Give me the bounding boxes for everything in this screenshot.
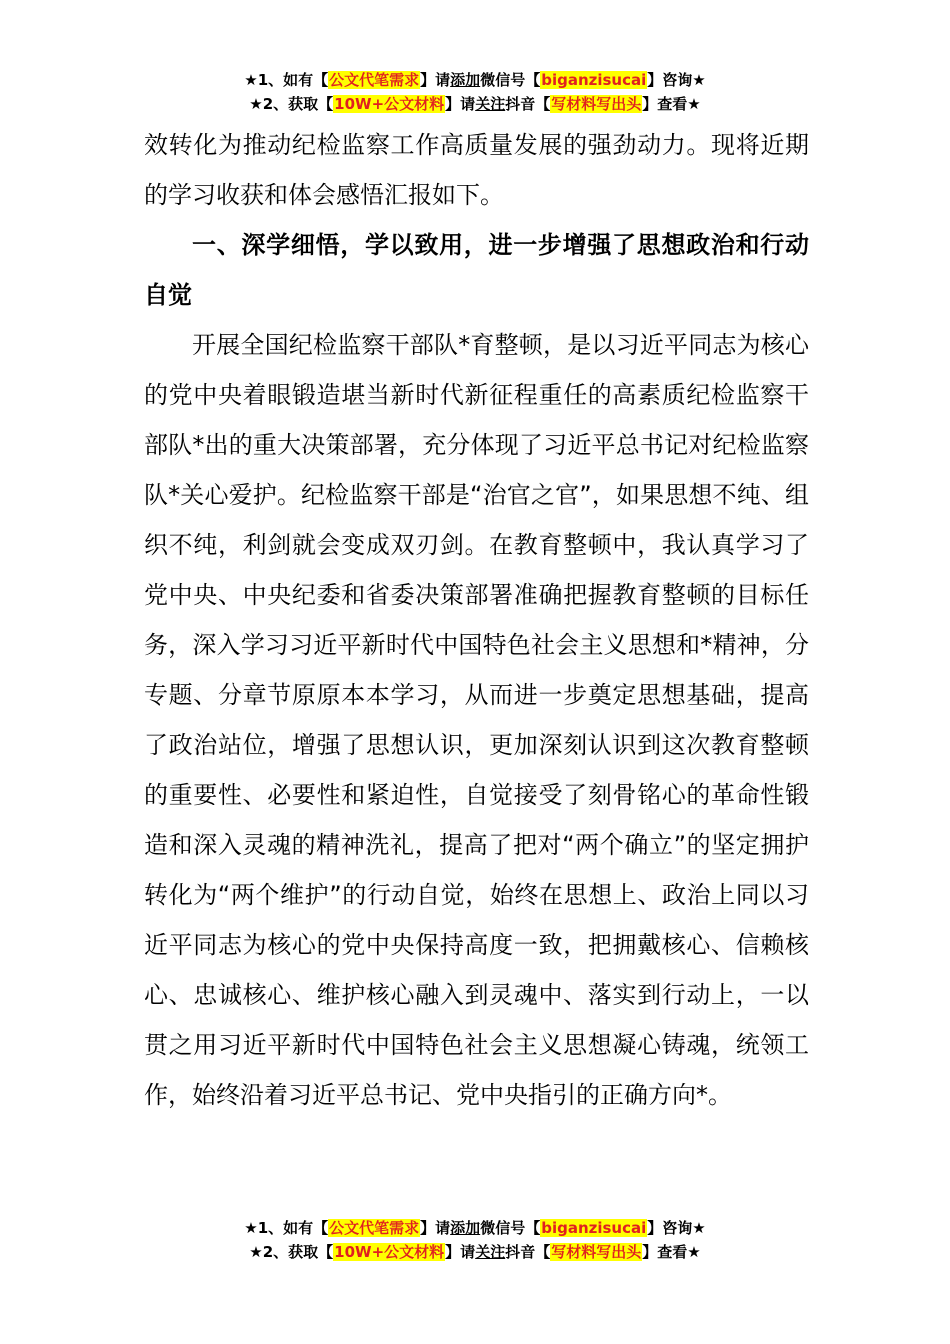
banner-text: 】查看 (642, 1243, 688, 1261)
star-icon: ★ (687, 95, 701, 113)
highlight-wechat-id: biganzisucai (541, 1219, 647, 1237)
star-icon: ★ (687, 1243, 701, 1261)
highlight-douyin: 写材料写出头 (551, 1243, 642, 1261)
highlight-wechat-id: biganzisucai (541, 71, 647, 89)
banner-text: 抖音【 (505, 1243, 551, 1261)
banner-line-2 (0, 1240, 950, 1264)
star-icon: ★ (244, 71, 258, 89)
banner-line-2 (0, 92, 950, 116)
banner-text: 抖音【 (505, 95, 551, 113)
star-icon: ★ (249, 1243, 263, 1261)
banner-emphasis: 添加 (450, 1219, 481, 1237)
section-heading: 一、深学细悟，学以致用，进一步增强了思想政治和行动自觉 (144, 231, 809, 309)
banner-text: 】请 (420, 1219, 451, 1237)
banner-text: 】请 (420, 71, 451, 89)
highlight-service: 公文代笔需求 (329, 71, 420, 89)
highlight-douyin: 写材料写出头 (551, 95, 642, 113)
star-icon: ★ (244, 1219, 258, 1237)
star-icon: ★ (692, 1219, 706, 1237)
banner-text: 】咨询 (647, 1219, 693, 1237)
star-icon: ★ (249, 95, 263, 113)
banner-text: 1、如有【 (257, 71, 329, 89)
banner-text: 】请 (445, 95, 476, 113)
banner-text: 】咨询 (647, 71, 693, 89)
banner-text: 微信号【 (480, 71, 541, 89)
highlight-materials: 10W+公文材料 (334, 95, 445, 113)
banner-text: 】请 (445, 1243, 476, 1261)
banner-emphasis: 关注 (475, 1243, 506, 1261)
paragraph-continuation: 效转化为推动纪检监察工作高质量发展的强劲动力。现将近期的学习收获和体会感悟汇报如下。 (144, 131, 809, 209)
banner-emphasis: 关注 (475, 95, 506, 113)
banner-text: 2、获取【 (262, 1243, 334, 1261)
footer-banner (0, 1216, 950, 1264)
banner-text: 】查看 (642, 95, 688, 113)
header-banner (0, 68, 950, 116)
highlight-service: 公文代笔需求 (329, 1219, 420, 1237)
banner-line-1 (0, 1216, 950, 1240)
document-body (144, 120, 809, 1120)
paragraph: 开展全国纪检监察干部队*育整顿，是以习近平同志为核心的党中央着眼锻造堪当新时代新征程重任的高素质纪检监察干部队*出的重大决策部署，充分体现了习近平总书记对纪检监察队*关心爱护。纪检监察干部是“治官之官”，如果思想不纯、组织不纯，利剑就会变成双刃剑。在教育整顿中，我认真学习了党中央、中央纪委和省委决策部署准确把握教育整顿的目标任务，深入学习习近平新时代中国特色社会主义思想和*精神，分专题、分章节原原本本学习，从而进一步奠定思想基础，提高了政治站位，增强了思想认识，更加深刻认识到这次教育整顿的重要性、必要性和紧迫性，自觉接受了刻骨铭心的革命性锻造和深入灵魂的精神洗礼，提高了把对“两个确立”的坚定拥护转化为“两个维护”的行动自觉，始终在思想上、政治上同以习近平同志为核心的党中央保持高度一致，把拥戴核心、信赖核心、忠诚核心、维护核心融入到灵魂中、落实到行动上，一以贯之用习近平新时代中国特色社会主义思想凝心铸魂，统领工作，始终沿着习近平总书记、党中央指引的正确方向*。 (144, 331, 809, 1109)
banner-text: 1、如有【 (257, 1219, 329, 1237)
banner-text: 微信号【 (480, 1219, 541, 1237)
banner-line-1 (0, 68, 950, 92)
highlight-materials: 10W+公文材料 (334, 1243, 445, 1261)
banner-emphasis: 添加 (450, 71, 481, 89)
banner-text: 2、获取【 (262, 95, 334, 113)
star-icon: ★ (692, 71, 706, 89)
